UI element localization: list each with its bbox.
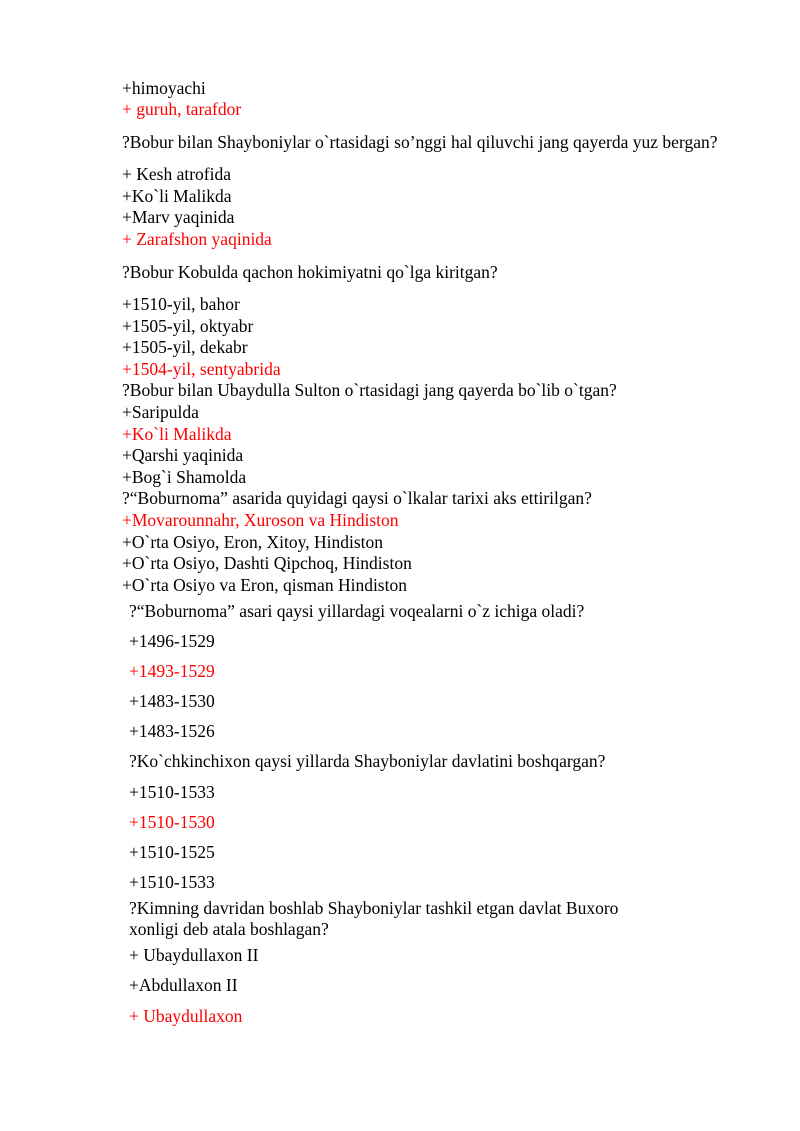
correct-answer: +1493-1529: [129, 661, 215, 681]
question: ?Ko`chkinchixon qaysi yillarda Shayboniylar davlatini boshqargan?: [129, 751, 606, 771]
answer-option: +1510-yil, bahor: [122, 294, 240, 314]
answer-option: +1510-1533: [129, 782, 215, 802]
answer-option: +Bog`i Shamolda: [122, 467, 247, 487]
answer-option: + Ubaydullaxon II: [129, 945, 259, 965]
question: ?Bobur bilan Shayboniylar o`rtasidagi so’nggi hal qiluvchi jang qayerda yuz bergan?: [122, 132, 718, 152]
correct-answer: +Movarounnahr, Xuroson va Hindiston: [122, 510, 399, 530]
answer-option: +Marv yaqinida: [122, 207, 235, 227]
question: ?Bobur bilan Ubaydulla Sulton o`rtasidagi jang qayerda bo`lib o`tgan?: [122, 380, 617, 400]
answer-option: +1483-1526: [129, 721, 215, 741]
answer-option: +O`rta Osiyo va Eron, qisman Hindiston: [122, 575, 407, 595]
question: ?“Boburnoma” asarida quyidagi qaysi o`lkalar tarixi aks ettirilgan?: [122, 488, 592, 508]
answer-option: +Ko`li Malikda: [122, 186, 232, 206]
correct-answer: +1510-1530: [129, 812, 215, 832]
answer-option: +1505-yil, dekabr: [122, 337, 248, 357]
answer-option: +Saripulda: [122, 402, 199, 422]
answer-option: +1483-1530: [129, 691, 215, 711]
correct-answer: + Ubaydullaxon: [129, 1006, 243, 1026]
answer-option: +1505-yil, oktyabr: [122, 316, 254, 336]
answer-option: +Qarshi yaqinida: [122, 445, 244, 465]
answer-option: +Abdullaxon II: [129, 975, 238, 995]
question: ?Kimning davridan boshlab Shayboniylar tashkil etgan davlat Buxoro: [129, 898, 619, 918]
answer-option: +himoyachi: [122, 78, 206, 98]
question-continued: xonligi deb atala boshlagan?: [129, 919, 329, 939]
answer-option: + Kesh atrofida: [122, 164, 231, 184]
question: ?Bobur Kobulda qachon hokimiyatni qo`lga kiritgan?: [122, 262, 498, 282]
correct-answer: +Ko`li Malikda: [122, 424, 232, 444]
answer-option: +1510-1533: [129, 872, 215, 892]
question: ?“Boburnoma” asari qaysi yillardagi voqealarni o`z ichiga oladi?: [129, 601, 585, 621]
answer-option: +O`rta Osiyo, Eron, Xitoy, Hindiston: [122, 532, 384, 552]
correct-answer: + Zarafshon yaqinida: [122, 229, 272, 249]
correct-answer: + guruh, tarafdor: [122, 99, 242, 119]
answer-option: +1510-1525: [129, 842, 215, 862]
answer-option: +1496-1529: [129, 631, 215, 651]
correct-answer: +1504-yil, sentyabrida: [122, 359, 281, 379]
answer-option: +O`rta Osiyo, Dashti Qipchoq, Hindiston: [122, 553, 412, 573]
